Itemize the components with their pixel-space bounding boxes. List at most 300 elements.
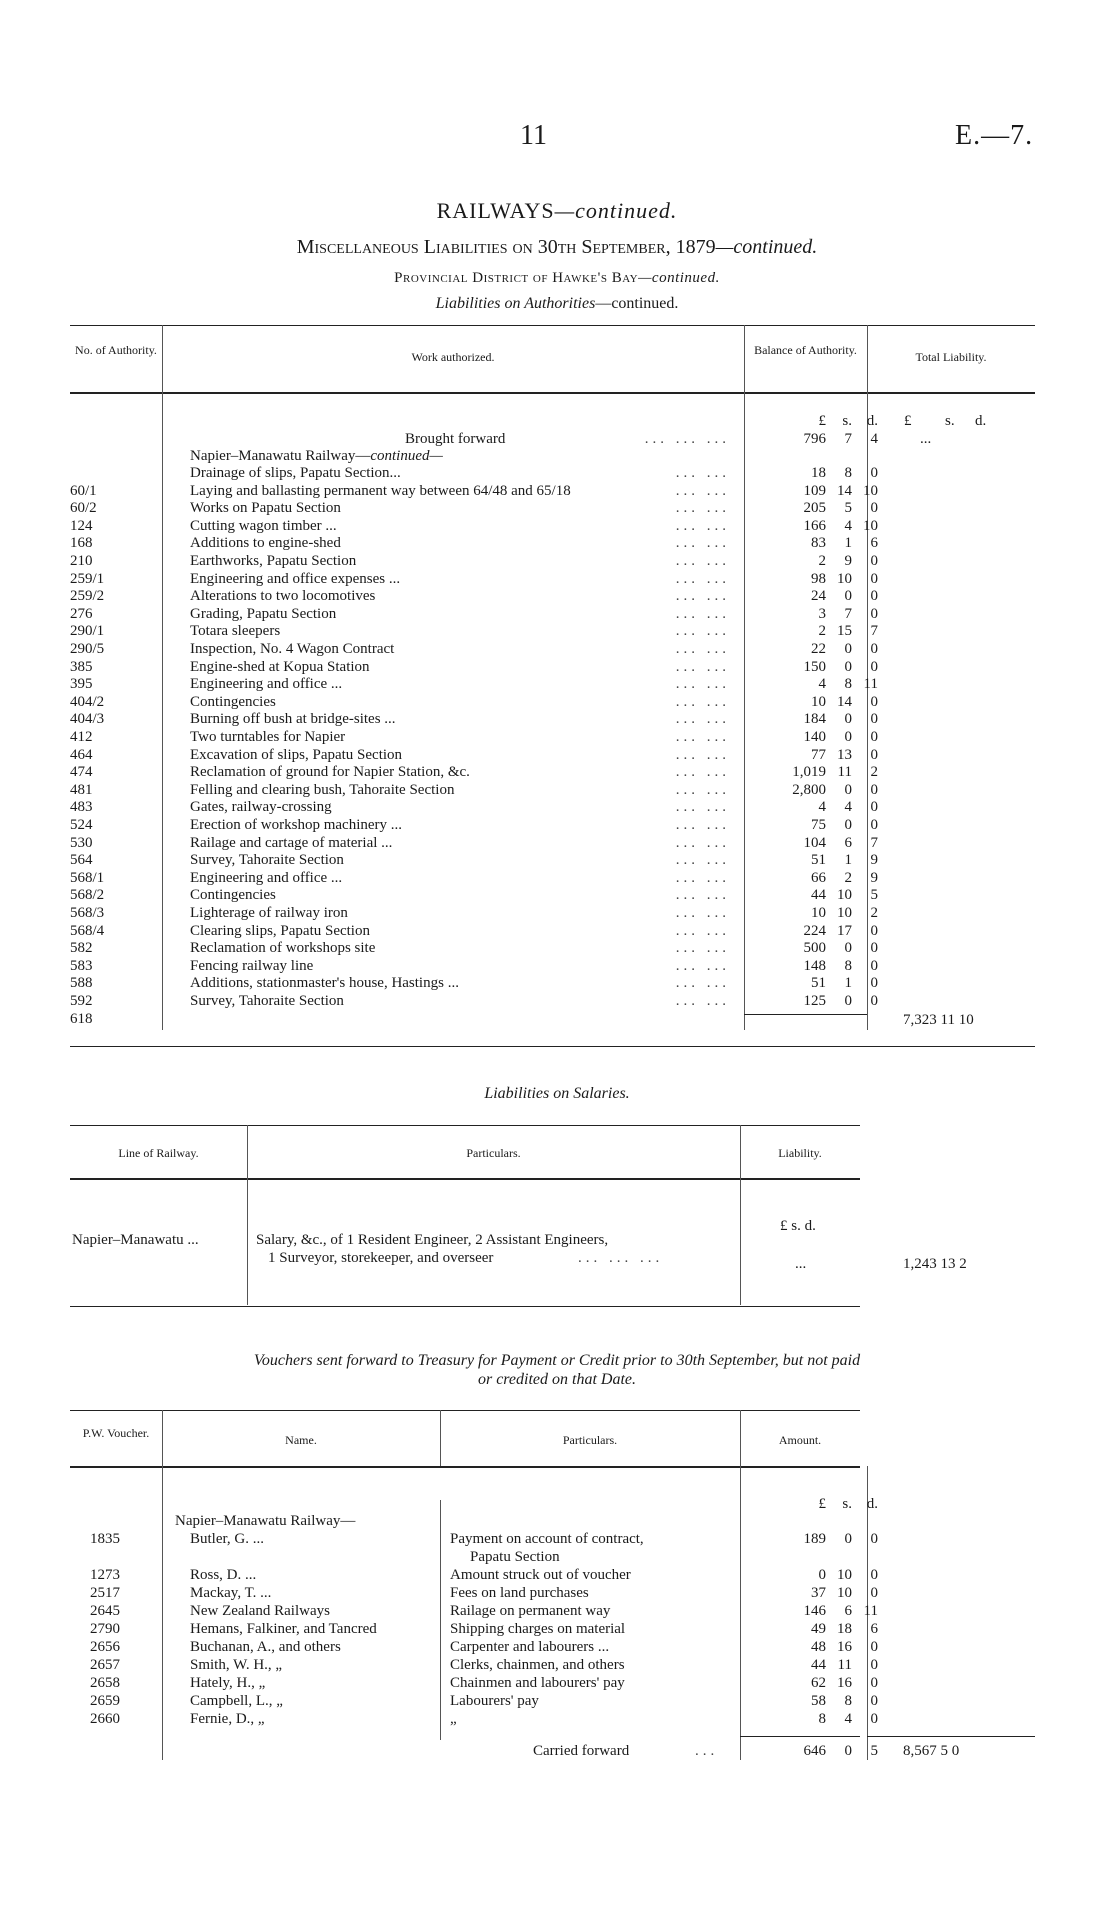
voucher-particulars: Fees on land purchases xyxy=(450,1585,589,1601)
unit-shillings-total: s. xyxy=(945,413,955,429)
page-number: 11 xyxy=(520,120,547,151)
salaries-particulars-2: 1 Surveyor, storekeeper, and overseer xyxy=(268,1250,494,1266)
voucher-name: Fernie, D., „ xyxy=(190,1711,265,1727)
unit-pence: d. xyxy=(866,413,878,429)
unit-shillings: s. xyxy=(842,413,852,429)
authority-no: 564 xyxy=(70,852,93,869)
work-authorized: Grading, Papatu Section xyxy=(190,605,337,622)
subtotal-rule xyxy=(744,1014,867,1015)
work-authorized: Laying and ballasting permanent way between 64/48 and 65/18 xyxy=(190,482,571,499)
authority-no: 290/1 xyxy=(70,623,105,640)
balance-pence: 0 xyxy=(870,465,878,481)
voucher-row xyxy=(0,1620,1114,1638)
balance-pence: 0 xyxy=(870,500,878,517)
amount-shillings: 6 xyxy=(844,1603,852,1619)
brought-forward-label: Brought forward xyxy=(405,431,506,447)
header-liability: Liability. xyxy=(778,1146,822,1160)
balance-pence: 0 xyxy=(870,940,878,957)
work-authorized: Two turntables for Napier xyxy=(190,729,346,745)
carried-forward-row xyxy=(0,1742,1114,1760)
work-authorized: Reclamation of workshops site xyxy=(190,940,376,957)
balance-pence: 9 xyxy=(870,869,878,886)
authority-no: 412 xyxy=(70,729,93,745)
salaries-line: Napier–Manawatu ... xyxy=(72,1232,199,1248)
amount-pounds: 44 xyxy=(811,1657,826,1673)
amount-shillings: 18 xyxy=(837,1621,852,1637)
work-authorized: Earthworks, Papatu Section xyxy=(190,553,357,569)
authority-row xyxy=(0,746,1114,764)
authority-row xyxy=(0,710,1114,728)
authority-no: 530 xyxy=(70,834,93,851)
unit-shillings: s. xyxy=(842,1496,852,1512)
balance-pence: 0 xyxy=(870,693,878,710)
carried-forward-pounds: 646 xyxy=(803,1743,826,1759)
balance-pence: 9 xyxy=(870,852,878,869)
authority-no: 483 xyxy=(70,799,93,816)
balance-pounds: 140 xyxy=(803,729,826,745)
voucher-particulars: Chainmen and labourers' pay xyxy=(450,1675,625,1691)
balance-pounds: 125 xyxy=(803,993,826,1009)
amount-pence: 0 xyxy=(870,1657,878,1673)
balance-shillings: 0 xyxy=(844,781,852,798)
subtotal-rule xyxy=(740,1736,860,1737)
amount-pounds: 48 xyxy=(811,1639,826,1655)
balance-pence: 0 xyxy=(870,799,878,816)
leader-dots: ... ... xyxy=(675,852,730,869)
work-authorized: Erection of workshop machinery ... xyxy=(190,817,403,833)
amount-pence: 0 xyxy=(870,1639,878,1655)
brought-forward-pounds: 796 xyxy=(803,431,826,447)
subtotal-rule xyxy=(867,1736,1035,1737)
title-sub-cont: —continued. xyxy=(715,236,818,258)
header-balance: Balance of Authority. xyxy=(754,343,857,357)
balance-shillings: 14 xyxy=(837,693,852,710)
authority-no: 168 xyxy=(70,535,93,552)
voucher-particulars: Amount struck out of voucher xyxy=(450,1567,631,1583)
unit-pounds: £ xyxy=(818,1496,826,1512)
balance-pence: 0 xyxy=(870,570,878,587)
amount-shillings: 0 xyxy=(844,1531,852,1547)
leader-dots: ... xyxy=(695,1743,719,1759)
header-particulars: Particulars. xyxy=(562,1433,618,1447)
balance-shillings: 4 xyxy=(844,799,852,816)
voucher-particulars: Labourers' pay xyxy=(450,1693,539,1709)
work-authorized: Alterations to two locomotives xyxy=(190,588,376,605)
authority-row xyxy=(0,763,1114,781)
authority-row xyxy=(0,781,1114,799)
leader-dots: ... ... xyxy=(675,799,730,816)
balance-shillings: 14 xyxy=(837,482,852,499)
rule xyxy=(70,1046,1035,1047)
rule xyxy=(70,392,1035,394)
voucher-no: 2790 xyxy=(90,1621,120,1637)
balance-shillings: 0 xyxy=(844,658,852,675)
title-railways xyxy=(0,198,1114,224)
balance-shillings: 1 xyxy=(844,975,852,992)
title-misc-liabilities xyxy=(0,236,1114,259)
leader-dots: ... ... xyxy=(675,465,730,481)
units-row xyxy=(0,412,1114,430)
carried-forward-label: Carried forward xyxy=(533,1743,630,1759)
authority-row xyxy=(0,886,1114,904)
balance-shillings: 8 xyxy=(844,676,852,693)
amount-shillings: 11 xyxy=(837,1657,852,1673)
balance-pounds: 104 xyxy=(803,834,826,851)
unit-pence: d. xyxy=(866,1496,878,1512)
brought-forward-shillings: 7 xyxy=(844,431,852,447)
balance-pounds: 2 xyxy=(818,623,826,640)
authority-row xyxy=(0,482,1114,500)
voucher-row xyxy=(0,1530,1114,1548)
rule xyxy=(70,325,1035,326)
leader-dots: ... ... xyxy=(675,834,730,851)
authority-row xyxy=(0,622,1114,640)
leader-dots: ... ... xyxy=(675,535,730,552)
work-authorized: Reclamation of ground for Napier Station, &c. xyxy=(190,764,470,781)
voucher-name: Buchanan, A., and others xyxy=(190,1639,341,1655)
brought-forward-row xyxy=(0,430,1114,448)
amount-shillings: 10 xyxy=(837,1567,852,1583)
authority-no: 404/3 xyxy=(70,711,105,728)
balance-pounds: 500 xyxy=(803,940,826,957)
authority-no: 290/5 xyxy=(70,641,105,657)
amount-pounds: 189 xyxy=(803,1531,826,1547)
leader-dots: ... ... xyxy=(675,922,730,939)
balance-shillings: 8 xyxy=(844,957,852,974)
leader-dots: ... ... xyxy=(675,746,730,763)
voucher-no: 2517 xyxy=(90,1585,120,1601)
voucher-no: 1835 xyxy=(90,1531,120,1547)
balance-pounds: 2,800 xyxy=(792,781,826,798)
authority-row xyxy=(0,834,1114,852)
work-authorized: Survey, Tahoraite Section xyxy=(190,852,344,869)
vouchers-title-1: Vouchers sent forward to Treasury for Payment or Credit prior to 30th September, but not paid xyxy=(253,1352,861,1369)
balance-shillings: 17 xyxy=(837,922,852,939)
voucher-particulars: Payment on account of contract, xyxy=(450,1531,644,1547)
leader-dots: ... ... xyxy=(675,641,730,657)
balance-pence: 2 xyxy=(870,764,878,781)
header-work-authorized: Work authorized. xyxy=(411,350,495,364)
leader-dots: ... ... ... xyxy=(644,431,730,447)
amount-pounds: 49 xyxy=(811,1621,826,1637)
unit-pounds: £ xyxy=(818,413,826,429)
authority-row xyxy=(0,675,1114,693)
balance-shillings: 9 xyxy=(844,553,852,569)
balance-pounds: 4 xyxy=(818,799,826,816)
voucher-name: Campbell, L., „ xyxy=(190,1693,283,1709)
balance-shillings: 13 xyxy=(837,746,852,763)
voucher-name: New Zealand Railways xyxy=(190,1603,330,1619)
leader-dots: ... ... xyxy=(675,887,730,904)
authority-no: 210 xyxy=(70,553,93,569)
authority-no: 124 xyxy=(70,517,93,534)
work-authorized: Additions, stationmaster's house, Hastings ... xyxy=(190,975,459,992)
voucher-railway-label: Napier–Manawatu Railway— xyxy=(175,1513,356,1529)
balance-shillings: 1 xyxy=(844,535,852,552)
voucher-no: 2656 xyxy=(90,1639,120,1655)
balance-pence: 0 xyxy=(870,817,878,833)
amount-pounds: 62 xyxy=(811,1675,826,1691)
leader-dots: ... ... xyxy=(675,957,730,974)
voucher-row xyxy=(0,1584,1114,1602)
authority-no: 259/2 xyxy=(70,588,105,605)
balance-shillings: 0 xyxy=(844,729,852,745)
authority-row xyxy=(0,605,1114,623)
header-pw-voucher: P.W. Voucher. xyxy=(82,1426,150,1440)
authority-no: 259/1 xyxy=(70,570,105,587)
title-sub: Miscellaneous Liabilities on 30th September, 1879 xyxy=(296,236,716,258)
authorities-total-liability: 7,323 11 10 xyxy=(903,1012,974,1028)
authority-no: 618 xyxy=(70,1011,93,1027)
balance-pounds: 18 xyxy=(811,465,826,481)
balance-pounds: 98 xyxy=(811,570,826,587)
authority-no: 474 xyxy=(70,764,93,781)
amount-shillings: 16 xyxy=(837,1675,852,1691)
balance-pence: 0 xyxy=(870,658,878,675)
balance-pounds: 184 xyxy=(803,711,826,728)
balance-pounds: 24 xyxy=(811,588,826,605)
salaries-total-liability: 1,243 13 2 xyxy=(903,1256,967,1272)
balance-pounds: 148 xyxy=(803,957,826,974)
voucher-row xyxy=(0,1638,1114,1656)
amount-pence: 0 xyxy=(870,1675,878,1691)
title-district xyxy=(0,270,1114,287)
carried-forward-pence: 5 xyxy=(870,1743,878,1759)
balance-pence: 10 xyxy=(863,482,878,499)
authority-no: 276 xyxy=(70,605,93,622)
authority-row xyxy=(0,816,1114,834)
balance-pounds: 22 xyxy=(811,641,826,657)
unit-pence-total: d. xyxy=(975,413,987,429)
header-amount: Amount. xyxy=(778,1433,822,1447)
balance-pounds: 3 xyxy=(818,605,826,622)
amount-pounds: 146 xyxy=(803,1603,826,1619)
leader-dots: ... ... xyxy=(675,500,730,517)
authority-row xyxy=(0,464,1114,482)
authority-row xyxy=(0,640,1114,658)
balance-pence: 0 xyxy=(870,729,878,745)
voucher-row xyxy=(0,1692,1114,1710)
leader-dots: ... ... xyxy=(675,605,730,622)
salaries-liability: ... xyxy=(795,1256,807,1272)
railway-label-row xyxy=(0,447,1114,465)
balance-shillings: 10 xyxy=(837,905,852,921)
voucher-name: Mackay, T. ... xyxy=(190,1585,272,1601)
authority-no: 568/4 xyxy=(70,922,105,939)
work-authorized: Drainage of slips, Papatu Section... xyxy=(190,465,401,481)
leader-dots: ... ... xyxy=(675,570,730,587)
voucher-no: 2645 xyxy=(90,1603,120,1619)
voucher-no: 2657 xyxy=(90,1657,120,1673)
balance-pence: 11 xyxy=(863,676,878,693)
salaries-title: Liabilities on Salaries. xyxy=(484,1085,630,1102)
voucher-row xyxy=(0,1710,1114,1728)
balance-pounds: 2 xyxy=(818,553,826,569)
work-authorized: Works on Papatu Section xyxy=(190,500,341,517)
balance-pounds: 10 xyxy=(811,693,826,710)
voucher-row xyxy=(0,1548,1114,1566)
balance-pounds: 66 xyxy=(811,869,826,886)
authority-row xyxy=(0,798,1114,816)
voucher-particulars: Carpenter and labourers ... xyxy=(450,1639,610,1655)
authority-no: 568/3 xyxy=(70,905,105,921)
amount-shillings: 8 xyxy=(844,1693,852,1709)
balance-pounds: 166 xyxy=(803,517,826,534)
amount-pence: 0 xyxy=(870,1567,878,1583)
voucher-row xyxy=(0,1674,1114,1692)
amount-pence: 0 xyxy=(870,1531,878,1547)
voucher-name: Smith, W. H., „ xyxy=(190,1657,283,1673)
header-line-of-railway: Line of Railway. xyxy=(118,1146,199,1160)
authority-no: 583 xyxy=(70,957,93,974)
voucher-particulars: Clerks, chainmen, and others xyxy=(450,1657,625,1673)
balance-pence: 6 xyxy=(870,535,878,552)
work-authorized: Fencing railway line xyxy=(190,957,314,974)
title-section-cont: —continued. xyxy=(595,295,679,312)
authority-row xyxy=(0,552,1114,570)
balance-pence: 0 xyxy=(870,957,878,974)
grand-total: 8,567 5 0 xyxy=(903,1743,960,1759)
authority-row xyxy=(0,728,1114,746)
work-authorized: Contingencies xyxy=(190,693,276,710)
work-authorized: Burning off bush at bridge-sites ... xyxy=(190,711,396,728)
voucher-name: Hately, H., „ xyxy=(190,1675,266,1691)
work-authorized: Engine-shed at Kopua Station xyxy=(190,658,370,675)
header-total-liability: Total Liability. xyxy=(915,350,987,364)
authority-row xyxy=(0,587,1114,605)
leader-dots: ... ... xyxy=(675,623,730,640)
amount-pence: 0 xyxy=(870,1585,878,1601)
title-section xyxy=(0,295,1114,313)
authority-row xyxy=(0,992,1114,1010)
work-authorized: Felling and clearing bush, Tahoraite Section xyxy=(190,781,455,798)
authority-row xyxy=(0,658,1114,676)
work-authorized: Engineering and office expenses ... xyxy=(190,570,401,587)
title-district-text: Provincial District of Hawke's Bay xyxy=(394,270,639,286)
balance-shillings: 6 xyxy=(844,834,852,851)
work-authorized: Cutting wagon timber ... xyxy=(190,517,337,534)
voucher-particulars: Papatu Section xyxy=(470,1549,560,1565)
balance-shillings: 10 xyxy=(837,570,852,587)
balance-shillings: 7 xyxy=(844,605,852,622)
balance-pence: 10 xyxy=(863,517,878,534)
balance-shillings: 0 xyxy=(844,993,852,1009)
rule xyxy=(70,1410,860,1411)
balance-shillings: 1 xyxy=(844,852,852,869)
amount-shillings: 16 xyxy=(837,1639,852,1655)
voucher-no: 2658 xyxy=(90,1675,120,1691)
balance-pounds: 83 xyxy=(811,535,826,552)
amount-pounds: 37 xyxy=(811,1585,826,1601)
header-name: Name. xyxy=(285,1433,317,1447)
balance-shillings: 0 xyxy=(844,588,852,605)
leader-dots: ... ... xyxy=(675,553,730,569)
salaries-units: £ s. d. xyxy=(780,1218,816,1234)
leader-dots: ... ... xyxy=(675,482,730,499)
title-section-text: Liabilities on Authorities xyxy=(435,295,596,312)
voucher-name: Ross, D. ... xyxy=(190,1567,257,1583)
leader-dots: ... ... xyxy=(675,588,730,605)
vouchers-title-2: or credited on that Date. xyxy=(477,1371,637,1388)
authority-no: 524 xyxy=(70,817,93,833)
balance-shillings: 0 xyxy=(844,940,852,957)
carried-forward-shillings: 0 xyxy=(844,1743,852,1759)
title-main: RAILWAYS xyxy=(436,198,555,223)
voucher-row xyxy=(0,1602,1114,1620)
authority-row xyxy=(0,904,1114,922)
leader-dots: ... ... xyxy=(675,905,730,921)
voucher-units-row xyxy=(0,1495,1114,1513)
authority-row xyxy=(0,851,1114,869)
amount-shillings: 10 xyxy=(837,1585,852,1601)
voucher-railway-label-row xyxy=(0,1512,1114,1530)
amount-pence: 0 xyxy=(870,1711,878,1727)
leader-dots: ... ... xyxy=(675,693,730,710)
work-authorized: Inspection, No. 4 Wagon Contract xyxy=(190,641,395,657)
authority-no: 464 xyxy=(70,746,93,763)
work-authorized: Totara sleepers xyxy=(190,623,281,640)
document-code: E.—7. xyxy=(955,120,1034,151)
balance-shillings: 8 xyxy=(844,465,852,481)
balance-pounds: 44 xyxy=(811,887,826,904)
authority-row xyxy=(0,957,1114,975)
leader-dots: ... ... xyxy=(675,711,730,728)
authority-no: 404/2 xyxy=(70,693,105,710)
voucher-name: Hemans, Falkiner, and Tancred xyxy=(190,1621,377,1637)
voucher-no: 2660 xyxy=(90,1711,120,1727)
balance-pounds: 224 xyxy=(803,922,826,939)
leader-dots: ... ... xyxy=(675,975,730,992)
balance-pence: 0 xyxy=(870,781,878,798)
balance-pence: 7 xyxy=(870,834,878,851)
amount-pounds: 8 xyxy=(818,1711,826,1727)
amount-pounds: 58 xyxy=(811,1693,826,1709)
authority-no: 395 xyxy=(70,676,93,693)
authority-no: 588 xyxy=(70,975,93,992)
amount-pounds: 0 xyxy=(818,1567,826,1583)
work-authorized: Excavation of slips, Papatu Section xyxy=(190,746,403,763)
work-authorized: Engineering and office ... xyxy=(190,676,343,693)
rule xyxy=(70,1178,860,1180)
railway-label-cont: continued— xyxy=(370,448,443,464)
balance-pence: 0 xyxy=(870,711,878,728)
authority-row xyxy=(0,869,1114,887)
authority-no: 385 xyxy=(70,658,93,675)
authority-no: 60/1 xyxy=(70,482,97,499)
balance-pounds: 150 xyxy=(803,658,826,675)
leader-dots: ... ... xyxy=(675,676,730,693)
balance-pence: 0 xyxy=(870,641,878,657)
balance-shillings: 0 xyxy=(844,817,852,833)
balance-pence: 7 xyxy=(870,623,878,640)
work-authorized: Railage and cartage of material ... xyxy=(190,834,393,851)
leader-dots: ... ... xyxy=(675,517,730,534)
authority-no: 582 xyxy=(70,940,93,957)
work-authorized: Lighterage of railway iron xyxy=(190,905,348,921)
work-authorized: Engineering and office ... xyxy=(190,869,343,886)
leader-dots: ... ... xyxy=(675,764,730,781)
header-no-authority: No. of Authority. xyxy=(75,343,157,357)
voucher-row xyxy=(0,1566,1114,1584)
authority-no: 568/1 xyxy=(70,869,105,886)
authority-row xyxy=(0,517,1114,535)
leader-dots: ... ... xyxy=(675,940,730,957)
leader-dots: ... ... xyxy=(675,729,730,745)
balance-shillings: 10 xyxy=(837,887,852,904)
work-authorized: Gates, railway-crossing xyxy=(190,799,332,816)
voucher-name: Butler, G. ... xyxy=(190,1531,264,1547)
authority-row xyxy=(0,534,1114,552)
